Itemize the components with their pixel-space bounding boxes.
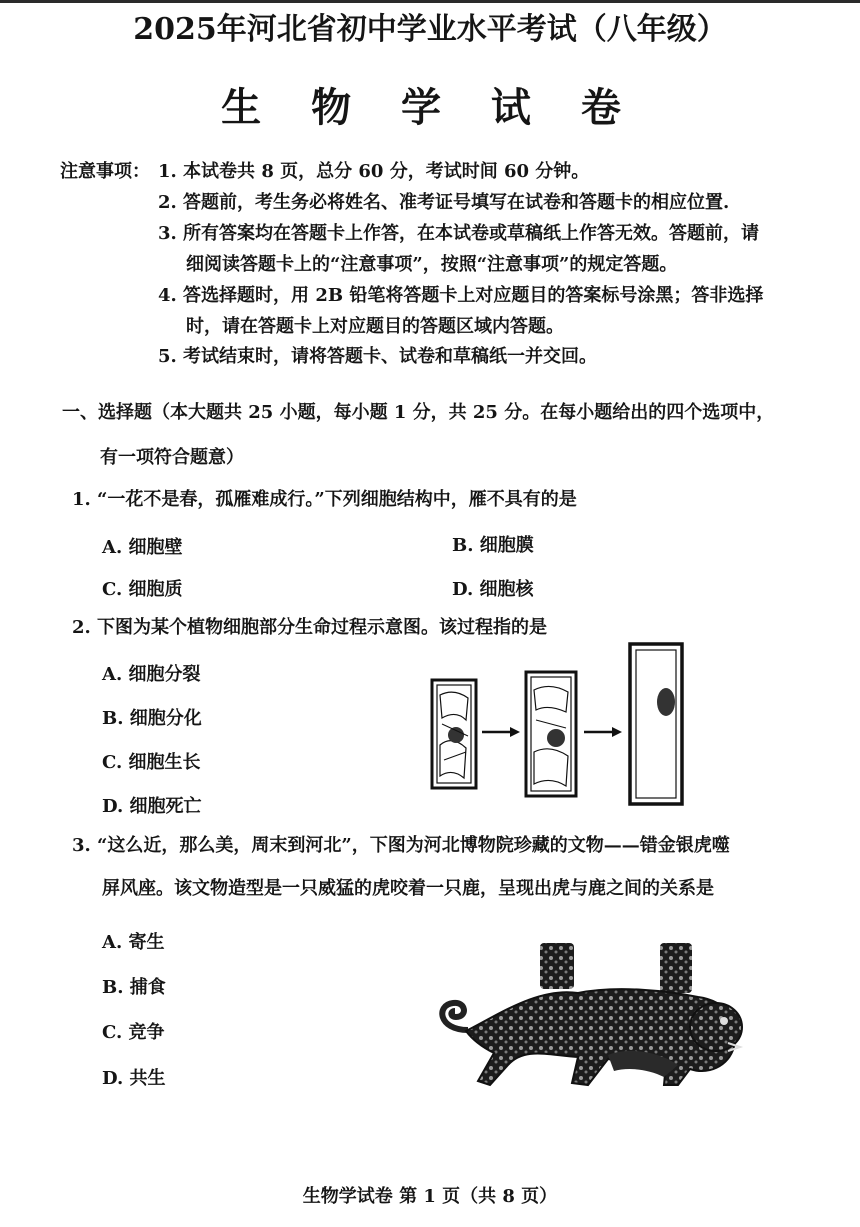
notice-item-2: 2. 答题前，考生务必将姓名、准考证号填写在试卷和答题卡的相应位置. bbox=[158, 192, 730, 213]
q1-option-c: C. 细胞质 bbox=[102, 579, 183, 600]
paper-subtitle: 生 物 学 试 卷 bbox=[221, 84, 639, 131]
page-footer: 生物学试卷 第 1 页（共 8 页） bbox=[302, 1186, 558, 1207]
small-cell-icon bbox=[432, 680, 476, 788]
notice-item-5: 5. 考试结束时，请将答题卡、试卷和草稿纸一并交回。 bbox=[158, 346, 598, 367]
q3-option-d: D. 共生 bbox=[102, 1068, 166, 1089]
page-top-edge bbox=[0, 0, 860, 3]
medium-cell-icon bbox=[526, 672, 576, 796]
notice-item-4: 4. 答选择题时，用 2B 铅笔将答题卡上对应题目的答案标号涂黑；答非选择 bbox=[158, 285, 764, 306]
q1-option-b: B. 细胞膜 bbox=[452, 535, 534, 556]
q3-option-c: C. 竞争 bbox=[102, 1022, 165, 1043]
question-3-stem-cont: 屏风座。该文物造型是一只威猛的虎咬着一只鹿，呈现出虎与鹿之间的关系是 bbox=[102, 878, 714, 899]
q3-option-b: B. 捕食 bbox=[102, 977, 166, 998]
notice-item-4-cont: 时，请在答题卡上对应题目的答题区域内答题。 bbox=[186, 316, 564, 337]
q3-option-a: A. 寄生 bbox=[102, 932, 165, 953]
cell-growth-diagram bbox=[428, 640, 693, 810]
q1-option-a: A. 细胞壁 bbox=[102, 537, 183, 558]
exam-title: 2025年河北省初中学业水平考试（八年级） bbox=[133, 12, 727, 47]
large-cell-icon bbox=[630, 644, 682, 804]
question-3-stem: 3. “这么近，那么美，周末到河北”，下图为河北博物院珍藏的文物——错金银虎噬 bbox=[72, 835, 730, 856]
q2-option-c: C. 细胞生长 bbox=[102, 752, 201, 773]
notice-item-1: 1. 本试卷共 8 页，总分 60 分，考试时间 60 分钟。 bbox=[158, 161, 590, 182]
q2-option-b: B. 细胞分化 bbox=[102, 708, 202, 729]
q2-option-a: A. 细胞分裂 bbox=[102, 664, 201, 685]
question-2-stem: 2. 下图为某个植物细胞部分生命过程示意图。该过程指的是 bbox=[72, 617, 548, 638]
tiger-deer-artifact-image bbox=[428, 935, 748, 1100]
section-heading: 一、选择题（本大题共 25 小题，每小题 1 分，共 25 分。在每小题给出的四个选项中， bbox=[62, 402, 775, 423]
notice-item-3-cont: 细阅读答题卡上的“注意事项”，按照“注意事项”的规定答题。 bbox=[186, 254, 678, 275]
notice-label: 注意事项： bbox=[60, 161, 150, 182]
notice-item-3: 3. 所有答案均在答题卡上作答，在本试卷或草稿纸上作答无效。答题前，请 bbox=[158, 223, 760, 244]
question-1-stem: 1. “一花不是春，孤雁难成行。”下列细胞结构中，雁不具有的是 bbox=[72, 489, 577, 510]
section-heading-cont: 有一项符合题意） bbox=[100, 447, 244, 468]
q2-option-d: D. 细胞死亡 bbox=[102, 796, 202, 817]
q1-option-d: D. 细胞核 bbox=[452, 579, 534, 600]
